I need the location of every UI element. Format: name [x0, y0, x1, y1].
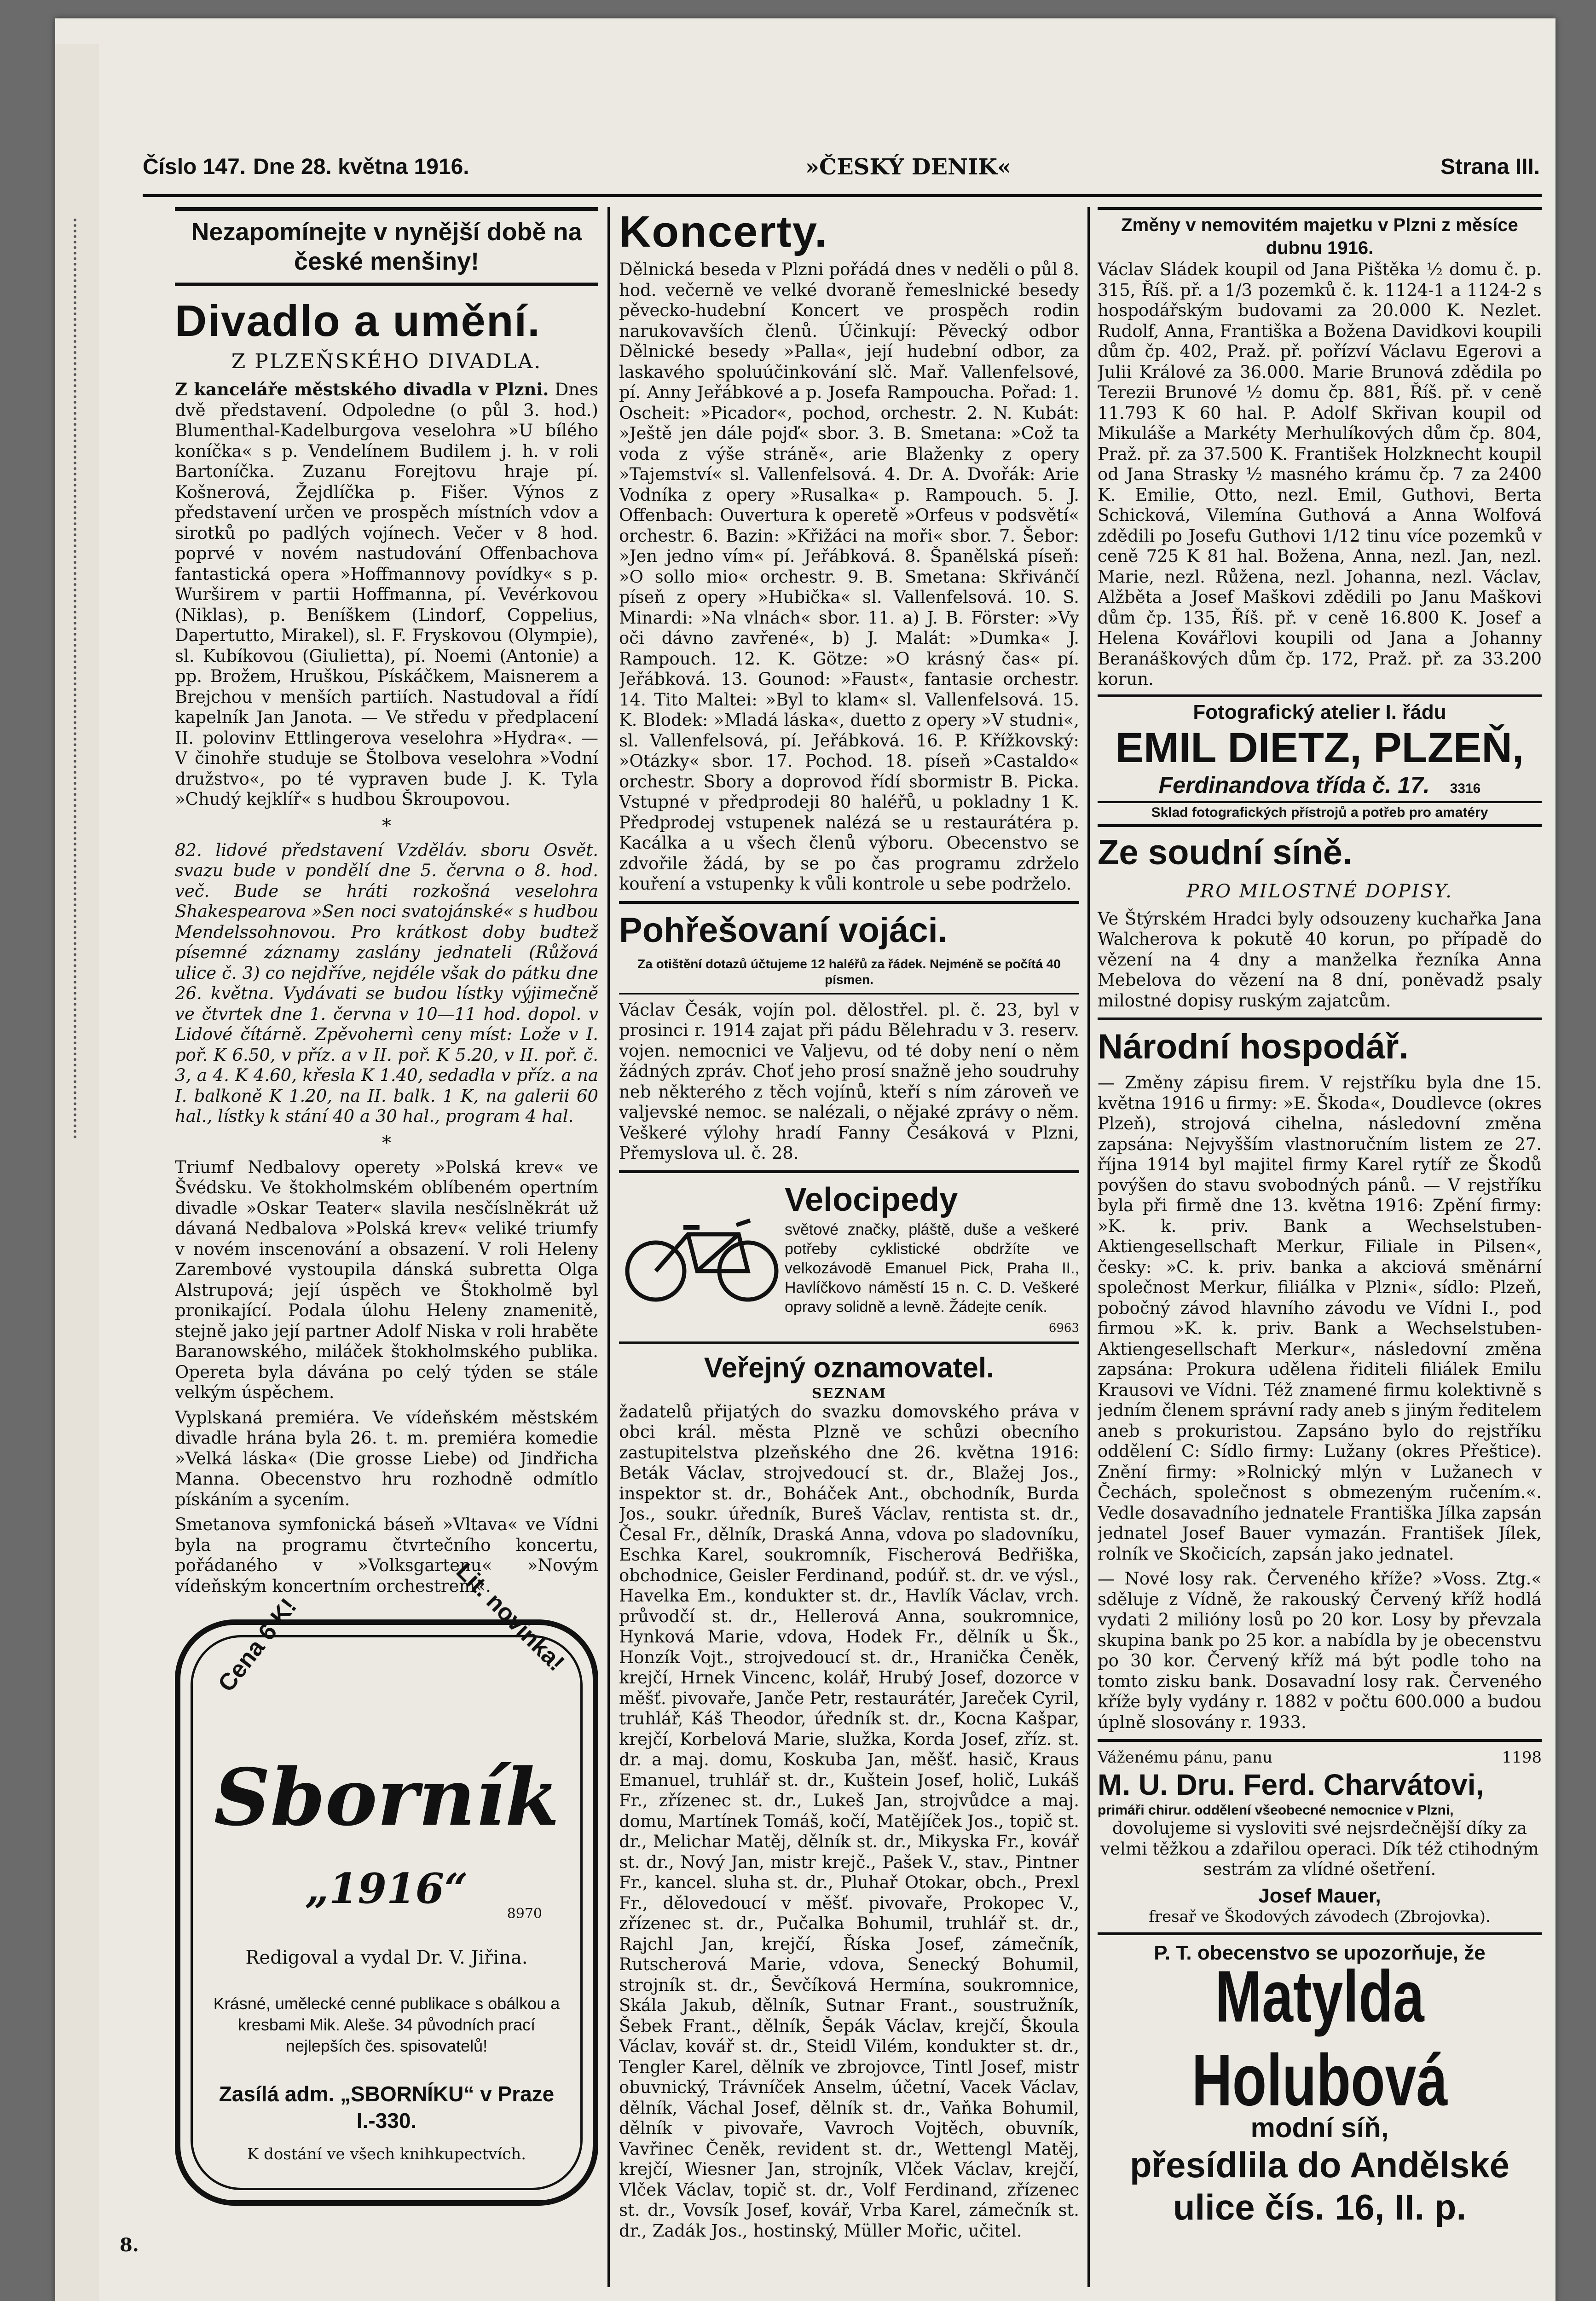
divider — [619, 1170, 1079, 1173]
ad-order: Zasílá adm. „SBORNÍKU“ v Praze I.-330. — [219, 2082, 555, 2133]
article-premiere: Vyplskaná premiéra. Ve vídeňském městském divadle hrána byla 26. t. m. premiéra komedie »Velká láska« (Die grosse Liebe) od Jindřicha Manna. Obecenstvo hru rozhodně odmítlo pískáním a sycením. — [175, 1407, 598, 1509]
thanks-text: dovolujeme si vysloviti své nejsrdečnější díky za velmi těžkou a zdařilou operaci. Dík též ctihodným sestrám za vlídné ošetření. — [1100, 1818, 1539, 1879]
paper-name: »ČESKÝ DENIK« — [805, 154, 1012, 180]
separator-star: * — [382, 815, 391, 837]
notice-name: Matylda Holubová — [1191, 1955, 1448, 2121]
ad-number: 8970 — [507, 1906, 542, 1922]
thanks-signature-role: fresař ve Škodových závodech (Zbrojovka). — [1149, 1907, 1491, 1926]
court-subtitle: PRO MILOSTNÉ DOPISY. — [1186, 880, 1453, 902]
article-lead: Z kanceláře městského divadla v Plzni. — [175, 379, 549, 399]
page-header — [143, 150, 1542, 191]
notice-lead: P. T. obecenstvo se upozorňuje, že — [1154, 1941, 1486, 1964]
photographer-advertisement — [1098, 694, 1542, 827]
photo-tag: Fotografický atelier I. řádu — [1193, 700, 1446, 723]
divider — [1098, 1739, 1542, 1742]
issue-number: Číslo 147. — [143, 155, 246, 179]
section-title-court: Ze soudní síně. — [1098, 833, 1353, 872]
velocipede-number: 6963 — [1048, 1321, 1079, 1335]
article-body: Dnes dvě představení. Odpoledne (o půl 3. hod.) Blumenthal-Kadelburgova veselohra »U bílého koníčka« s p. Vendelínem Budilem j. h. v roli Bartoníčka. Zuzanu Forejtovu hraje pí. Košnerová, Žejdlíčka p. Fišer. Výnos z představení určen ve prospěch místních vdov a sirotků po padlých vojínech. Večer v 8 hod. poprvé v novém nastudování Offenbachova fantastická opera »Hoffmannovy povídky« s p. Wurširem v partii Hoffmanna, pí. Vevérkovou (Niklas), p. Beníškem (Lindorf, Coppelius, Dapertutto, Mirakel), sl. F. Fryskovou (Olympie), sl. Kubíkovou (Giulietta), pí. Noemi (Antonie) a pp. Brožem, Hruškou, Pískáčkem, Maisnerem a Brejchou v menších partiích. Nastudoval a řídí kapelník Jan Janota. — Ve středu v předplacení II. polovinv Ettlingerova veselohra »Hydra«. — V činohře studuje se Štolbova veselohra »Vodní družstvo«, po té vypraven bude J. K. Tyla »Chudý kejklíř« s hudbou Škroupovou. — [175, 380, 598, 809]
thanks-header — [1098, 1748, 1542, 1767]
property-changes-title: Změny v nemovitém majetku v Plzni z měsíce dubnu 1916. — [1098, 207, 1542, 260]
header-rule — [143, 194, 1542, 197]
thanks-signature: Josef Mauer, — [1258, 1884, 1381, 1907]
article-firms: — Změny zápisu firem. V rejstříku byla dne 15. května 1916 u firmy: »E. Škoda«, Doudlevce (okres Plzeň), strojová cihelna, následovní změna zapsána: Nejvyšším vlastnoručním listem ze 27. října 1914 byl majitel firmy Karel rytíř ze Škodů povýšen do stavu svobodných pánů. — V rejstříku byla při firmě dne 13. května 1916: Zpění firmy: »K. k. priv. Bank a Wechselstuben-Aktiengesellschaft Merkur, Filiale in Pilsen«, česky: »C. k. priv. banka a akciová směnární společnost Merkur, filiálka v Plzni«, sídlo: Plzeň, pobočný závod hlavního závodu ve Vídni I., pod firmou »K. k. priv. Bank a Wechselstuben-Aktiengesellschaft Merkur«, následovní změna zapsána: Prokura udělena řiditeli filiálek Emilu Krausovi ve Vídni. Též znamené firmu kolektivně s jedním členem správní rady aneb s jiným ředitelem aneb s prokuristou. Zapsáno bylo do rejstříku oddělení C: Sídlo firmy: Lužany (okres Přeštice). Znění firmy: »Rolnický mlýn v Lužanech v Čechách, společnost s obmezeným ručením.«. Vedle dosavadního jednatele Františka Jílka zapsán jednatel Josef Bauer vymazán. František Jílek, rolník ve Skočicích, zapsán jako jednatel. — [1098, 1073, 1542, 1564]
photo-number: 3316 — [1450, 780, 1481, 796]
column-3 — [1098, 207, 1542, 2296]
divider — [619, 901, 1079, 904]
article-property-changes: Václav Sládek koupil od Jana Pištěka ½ domu č. p. 315, Říš. př. a 1/3 pozemků č. k. 1124-1 a 1124-2 s hospodářským budovami za 20.000 K. Nezlet. Rudolf, Anna, Františka a Božena Davidkovi koupili dům čp. 402, Praž. př. pořízví Václavu Egerovi a Julii Králové za 36.000. Marie Brunová zdědila po Terezii Brunové ½ domu čp. 881, Říš. př. v ceně 11.793 K 60 hal. P. Adolf Skřivan koupil od Mikuláše a Markéty Merhulíkových dům čp. 804, Praž. př. za 37.500 K. František Holzknecht koupil od Jana Strasky ½ masného krámu čp. 7 za 2400 K. Emilie, Otto, nezl. Emil, Guthovi, Berta Schicková, Vilemína Guthová a Anna Wolfová zdědili po Josefu Guthovi 1/12 tinu více pozemků v ceně 725 K 81 hal. Božena, Anna, nezl. Jan, nezl. Marie, nezl. Růžena, nezl. Johanna, nezl. Václav, Alžběta a Josef Maškovi zdědili po Janu Maškovi dům čp. 135, Říš. př. v ceně 16.800 K. Josef a Helena Kovářlovi koupili od Jana a Johanny Beranáškových dům čp. 172, Praž. př. za 33.200 korun. — [1098, 260, 1542, 689]
bicycle-icon — [619, 1207, 785, 1308]
oznamovatel-subtitle: SEZNAM — [811, 1385, 887, 1402]
column-1 — [175, 207, 598, 2296]
column-2 — [619, 207, 1079, 2296]
ad-price: Cena 6 K! — [213, 1593, 302, 1697]
thanks-role: primáři chirur. oddělení všeobecné nemocnice v Plzni, — [1098, 1803, 1454, 1818]
divider — [619, 993, 1079, 994]
thanks-number: 1198 — [1502, 1748, 1542, 1767]
missing-note: Za otištění dotazů účtujeme 12 haléřů za řádek. Nejméně se počítá 40 písmen. — [637, 956, 1061, 987]
article-theatre — [175, 379, 598, 810]
divider — [1098, 1932, 1542, 1935]
article-oznamovatel: žadatelů přijatých do svazku domovského práva v obci král. města Plzně ve schůzi obecního zastupitelstva plzeňského dne 26. května 1916: Beták Václav, strojvedoucí st. dr., Blažej Jos., inspektor st. dr., Boháček Ant., obchodník, Burda Jos., soukr. úředník, Bureš Václav, rentista st. dr., Česal Fr., dělník, Draská Anna, vdova po sladovníku, Eschka Karel, soukromník, Fischerová Bedřiška, obchodnice, Geisler Ferdinand, podúř. st. dr. ve výsl., Havelka Em., kondukter st. dr., Havlík Václav, vrch. průvodčí st. dr., Hellerová Anna, soukromnice, Hynková Marie, vdova, Hodek Fr., dělník u Šk., Honzík Vojt., strojvedoucí st. dr., Hranička Čeněk, krejčí, Hrnek Vincenc, kolář, Hrubý Josef, dozorce v měšť. pivovaře, Janče Petr, restaurátér, Jareček Cyril, truhlář, Káš Theodor, úředník st. dr., Kocna Kašpar, krejčí, Korbelová Marie, služka, Korda Josef, zříz. st. dr. a maj. domu, Koskuba Jan, měšť. hasič, Kraus Emanuel, truhlář st. dr., Kuštein Josef, holič, Lukáš Fr., zřízenec st. dr., Lukeš Jan, strojvůdce a maj. domu, Martínek Tomáš, kočí, Matějíček Jos., topič st. dr., Melichar Matěj, dělník st. dr., Mikyska Fr., kovář st. dr., Nový Jan, mistr krejč., Pašek V., stav., Pintner Fr., kancel. sluha st. dr., Pluhař Otokar, obch., Prexl Fr., dělovedoucí v měšť. pivovaře, Prokopec V., zřízenec st. dr., Pučalka Bohumil, truhlář st. dr., Rajchl Jan, krejčí, Říska Josef, zámečník, Rutscherová Marie, vdova, Senecký Bohumil, strojník st. dr., Ševčíková Hermína, soukromnice, Skála Jakub, dělník, Sutnar Frant., soustružník, Šebek Frant., dělník, Šepák Václav, krejčí, Škoula Václav, kovář st. dr., Steidl Vilém, kondukter st. dr., Tengler Karel, dělník ve zbrojovce, Tintl Josef, mistr obuvnický, Trávníček Anselm, účetní, Vacek Václav, dělník, Váchal Josef, dělník st. dr., Vaňka Bohumil, dělník v pivovaře, Vavroch Vojtěch, obuvník, Vavřinec Čeněk, revident st. dr., Wettengl Matěj, krejčí, Wiesner Jan, strojník, Vlček Václav, krejčí, Vlček Václav, topič st. dr., Volf Ferdinand, zřízenec st. dr., Vovsík Josef, kovář, Vrba Karel, zámečník st. dr., Zadák Jos., hostinský, Müller Mořic, učitel. — [619, 1401, 1079, 2241]
minority-notice: Nezapomínejte v nynější době na české menšiny! — [175, 207, 598, 286]
velocipede-advertisement — [619, 1179, 1079, 1335]
notice-salon: modní síň, — [1250, 2112, 1389, 2143]
notice-move: přesídlila do Andělské ulice čís. 16, II. p. — [1129, 2144, 1510, 2227]
column-separator — [607, 207, 610, 2287]
issue-date: Dne 28. května 1916. — [253, 155, 469, 179]
thanks-salutation: Váženému pánu, panu — [1098, 1748, 1272, 1767]
page-number: Strana III. — [1440, 155, 1540, 179]
article-lecture: 82. lidové představení Vzděláv. sboru Osvět. svazu bude v pondělí dne 5. června o 8. hod. več. Bude se hráti rozkošná veselohra Shakespearova »Sen noci svatojánské« s hudbou Mendelssohnovou. Pro krátkost doby budtež písemné záznamy zaslány jednateli (Růžová ulice č. 3) co nejdříve, nejdéle však do pátku dne 26. května. Vydávati se budou lístky výjimečně ve čtvrtek dne 1. června v 10—11 hod. dopol. v Lidové čítárně. Zpěvohernì ceny míst: Lože v I. poř. K 6.50, v příz. a v II. poř. K 5.20, v II. poř. č. 3, a 4. K 4.60, křesla K 1.40, sedadla v příz. a na I. balkoně K 1.20, na II. balk. 1 K, na galerii 60 hal., lístky k stání 40 a 30 hal., program 4 hal. — [175, 840, 598, 1126]
ad-title: Sborník — [214, 1752, 560, 1844]
ad-editor: Redigoval a vydal Dr. V. Jiřina. — [245, 1947, 528, 1968]
sbornik-advertisement — [175, 1558, 598, 2206]
article-lottery: — Nové losy rak. Červeného kříže? »Voss. Ztg.« sděluje z Vídně, že rakouský Červený kříž hodlá vydati 2 milióny losů po 20 kor. Losy by převzala skupina bank po 25 kor. a nabídla by je obecenstvu po 30 kor. Červený kříž má být podle toho na tomto zisku bank. Dosavadní losy rak. Červeného kříže byly vydány r. 1882 v počtu 600.000 a budou úplně slosovány r. 1933. — [1098, 1569, 1542, 1732]
photo-address: Ferdinandova třída č. 17. — [1158, 772, 1430, 798]
adjacent-page-edge — [55, 44, 99, 2301]
section-subtitle: Z PLZEŇSKÉHO DIVADLA. — [231, 350, 542, 373]
divider — [619, 1341, 1079, 1344]
velocipede-title: Velocipedy — [785, 1181, 958, 1218]
footer-mark: 8. — [120, 2234, 139, 2256]
separator-star: * — [382, 1132, 391, 1154]
article-concert: Dělnická beseda v Plzni pořádá dnes v neděli o půl 8. hod. večerně ve velké dvoraně řemeslnické besedy pěvecko-hudební Koncert ve prospěch rodin narukovavších členů. Účinkují: Pěvecký odbor Dělnické besedy »Palla«, její hudební odbor, za laskavého spoluúčinkování slč. Mař. Vallenfelsové, pí. Anny Jeřábkové a p. Josefa Rampoucha. Pořad: 1. Oscheit: »Picador«, pochod, orchestr. 2. N. Kubát: »Ještě jen dále pojď« sbor. 3. B. Smetana: »Což ta voda z výše stráně«, arie Blaženky z opery »Tajemství« sl. Vallenfelsová. 4. Dr. A. Dvořák: Arie Vodníka z opery »Rusalka« p. Rampouch. 5. J. Offenbach: Ouvertura k operetě »Orfeus v podsvětí« orchestr. 6. Bazin: »Křižáci na moři« sbor. 7. Šebor: »Jen jedno vím« pí. Jeřábková. 8. Španělská píseň: »O sollo mio« orchestr. 9. B. Smetana: Skřivánčí píseň z opery »Hubička« sl. Vallenfelsová. 10. S. Minardi: »Na vlnách« sbor. 11. a) J. B. Förster: »Vy oči dávno zavřené«, b) J. Malát: »Dumka« J. Rampouch. 12. K. Götze: »O krásný čas« pí. Jeřábková. 13. Gounod: »Faust«, fantasie orchestr. 14. Tito Maltei: »Byl to klam« sl. Vallenfelsová. 15. K. Blodek: »Mladá láska«, duetto z opery »V studni«, sl. Vallenfelsová, pí. Jeřábková. 16. P. Křížkovský: »Otázky« sbor. 17. Pochod. 18. píseň »Castaldo« orchestr. Sbory a doprovod řídí sbormistr B. Picka. Vstupné v předprodeji 80 haléřů, u pokladny 1 K. Předprodej vstupenek nalézá se u restaurátéra p. Kacálka a u všech členů výboru. Obecenstvo se zdvořile žádá, by se po čas programu zdrželo kouření a vstupenky k vůli kontrole u sebe podrželo. — [619, 260, 1079, 894]
article-vltava: Smetanova symfonická báseň »Vltava« ve Vídni byla na programu čtvrtečního koncertu, pořádaného v »Volksgartenu« »Novým vídeňským koncertním orchestrem«. — [175, 1515, 598, 1596]
section-title-theatre: Divadlo a umění. — [175, 296, 541, 346]
section-title-economy: Národní hospodář. — [1098, 1027, 1409, 1066]
section-title-oznamovatel: Veřejný oznamovatel. — [704, 1352, 995, 1384]
ad-availability: K dostání ve všech knihkupectvích. — [247, 2145, 526, 2163]
section-title-concerts: Koncerty. — [619, 207, 828, 256]
article-missing: Václav Česák, vojín pol. dělostřel. pl. č. 23, byl v prosinci r. 1914 zajat při pádu Bělehradu v 3. reserv. vojen. nemocnici ve Valjevu, od té doby není o něm žádných zpráv. Choť jeho prosí snažně jeho soudruhy neb některého z těch vojínů, kteří s ním zároveň ve valjevské nemoc. se nalézali, o nějaké zprávy o něm. Veškeré výlohy hradí Fanny Česáková v Plzni, Přemyslova ul. č. 28. — [619, 1000, 1079, 1163]
divider — [1098, 1018, 1542, 1020]
thanks-doctor: M. U. Dru. Ferd. Charvátovi, — [1098, 1768, 1484, 1801]
velocipede-text: světové značky, pláště, duše a veškeré potřeby cyklistické obdržíte ve velkozávodě Emanuel Pick, Praha II., Havlíčkovo náměstí 15 n. C. D. Veškeré opravy solidně a levně. Žádejte ceník. — [785, 1220, 1079, 1316]
ad-description: Krásné, umělecké cenné publikace s obálkou a kresbami Mik. Aleše. 34 původních prací nejlepších čes. spisovatelů! — [213, 1994, 560, 2055]
photo-name: EMIL DIETZ, PLZEŇ, — [1115, 724, 1524, 771]
ad-year: „1916“ — [305, 1864, 468, 1913]
column-separator — [1087, 207, 1090, 2287]
ad-novelty: Lit. novinka! — [451, 1558, 570, 1677]
newspaper-page — [55, 18, 1556, 2301]
article-court: Ve Štýrském Hradci byly odsouzeny kuchařka Jana Walcherova k pokutě 40 korun, po případě do vězení na 4 dny a manželka řezníka Anna Mebelova do vězení na 8 dní, poněvadž psaly milostné dopisy ruským zajatcům. — [1098, 908, 1542, 1011]
photo-stock: Sklad fotografických přístrojů a potřeb pro amatéry — [1098, 801, 1542, 821]
article-operetta: Triumf Nedbalovy operety »Polská krev« ve Švédsku. Ve štokholmském oblíbeném opertním divadle »Oskar Teater« slavila nesčíslněkrát už dávaná Nedbalova »Polská krev« veliké triumfy v novém inscenování a obsazení. V roli Heleny Zarembové vystoupila dánská subretta Olga Alstrupová; její úspěch ve Štokholmě byl pronikající. Podala úlohu Heleny znamenitě, stejně jako její partner Adolf Niska v roli hraběte Baranowského, miláček štokholmského publika. Opereta byla dávána po celý týden se stále velkým úspěchem. — [175, 1157, 598, 1402]
section-title-missing: Pohřešovaní vojáci. — [619, 910, 948, 950]
